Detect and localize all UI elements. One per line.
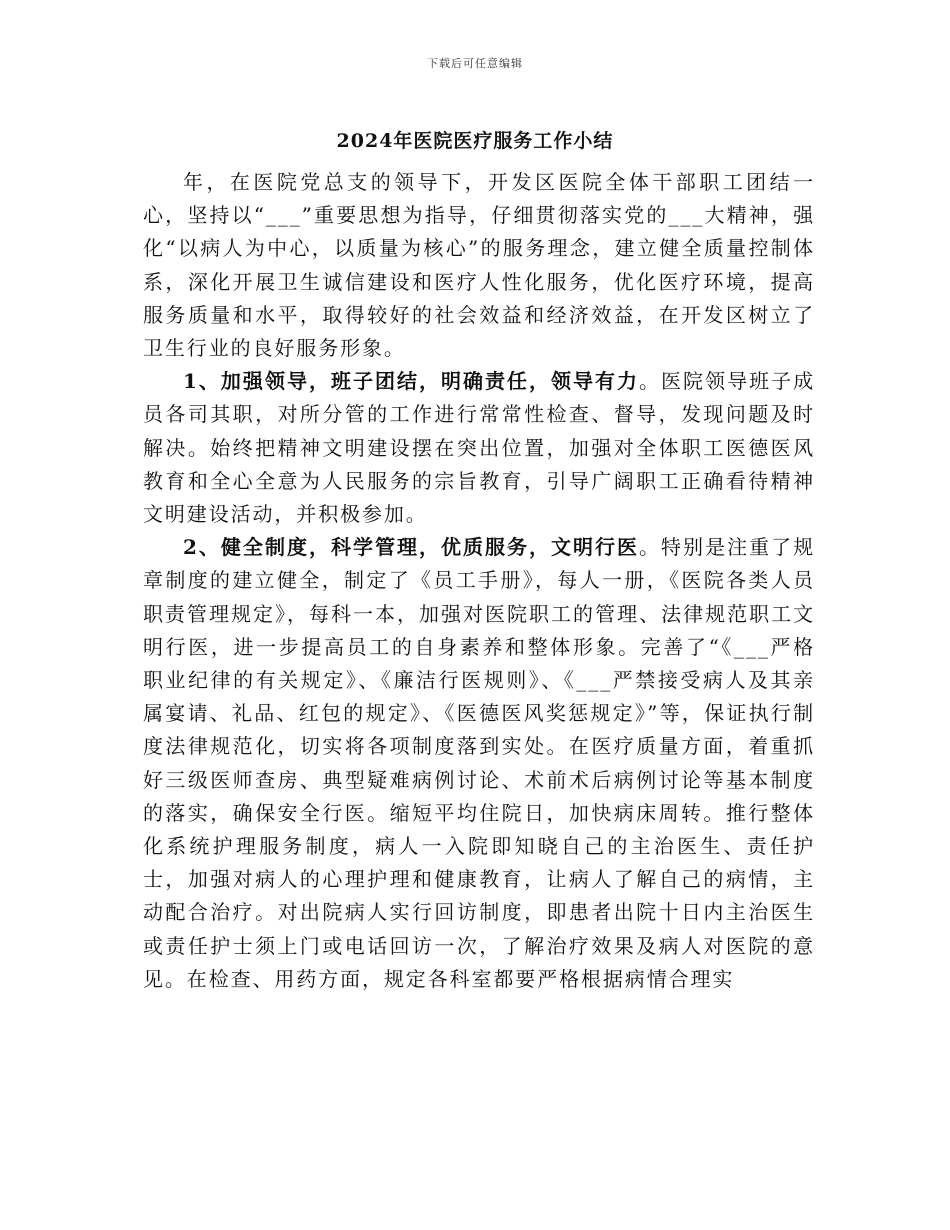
section-1-heading: 1、加强领导，班子团结，明确责任，领导有力 [183,369,640,394]
paragraph-intro [143,166,815,365]
document-title: 2024年医院医疗服务工作小结 [336,130,614,152]
section-2-text: 。特别是注重了规章制度的建立健全，制定了《员工手册》，每人一册，《医院各类人员职责管理规定》，每科一本，加强对医院职工的管理、法律规范职工文明行医，进一步提高员工的自身素养和整体形象。完善了“《___严格职业纪律的有关规定》、《廉洁行医规则》、《___严禁接受病人及其亲属宴请、礼品、红包的规定》、《医德医风奖惩规定》”等，保证执行制度法律规范化，切实将各项制度落到实处。在医疗质量方面，着重抓好三级医师查房、典型疑难病例讨论、术前术后病例讨论等基本制度的落实，确保安全行医。缩短平均住院日，加快病床周转。推行整体化系统护理服务制度，病人一入院即知晓自己的主治医生、责任护士，加强对病人的心理护理和健康教育，让病人了解自己的病情，主动配合治疗。对出院病人实行回访制度，即患者出院十日内主治医生或责任护士须上门或电话回访一次，了解治疗效果及病人对医院的意见。在检查、用药方面，规定各科室都要严格根据病情合理实 [143,535,815,991]
section-1-text: 。医院领导班子成员各司其职，对所分管的工作进行常常性检查、督导，发现问题及时解决。始终把精神文明建设摆在突出位置，加强对全体职工医德医风教育和全心全意为人民服务的宗旨教育，引导广阔职工正确看待精神文明建设活动，并积极参加。 [143,369,815,527]
paragraph-intro-text: 年，在医院党总支的领导下，开发区医院全体干部职工团结一心，坚持以“___”重要思想为指导，仔细贯彻落实党的___大精神，强化“以病人为中心，以质量为核心”的服务理念，建立健全质量控制体系，深化开展卫生诚信建设和医疗人性化服务，优化医疗环境，提高服务质量和水平，取得较好的社会效益和经济效益，在开发区树立了卫生行业的良好服务形象。 [143,170,815,361]
document-body [143,166,815,996]
page-header-note: 下载后可任意编辑 [427,57,523,70]
paragraph-section-1 [143,365,815,531]
paragraph-section-2 [143,531,815,996]
section-2-heading: 2、健全制度，科学管理，优质服务，文明行医 [183,535,640,560]
